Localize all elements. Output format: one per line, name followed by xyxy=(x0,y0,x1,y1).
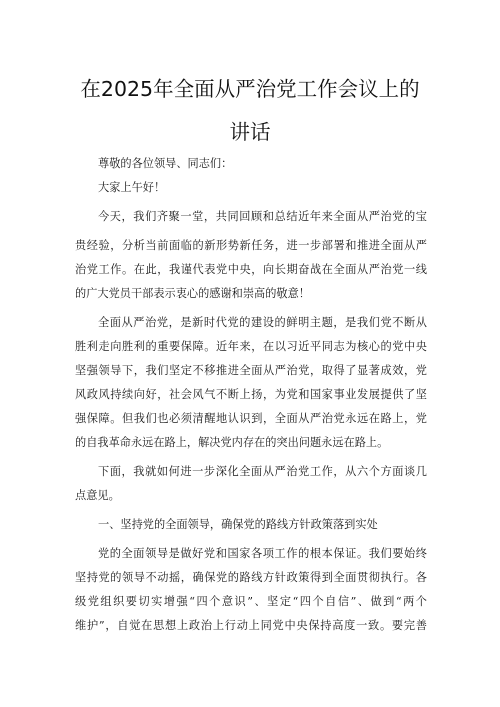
paragraph-line: 风政风持续向好，社会风气不断上扬，为党和国家事业发展提供了坚 xyxy=(75,388,427,401)
salutation-line: 尊敬的各位领导、同志们： xyxy=(98,157,233,170)
greeting-line: 大家上午好！ xyxy=(98,181,166,194)
paragraph-line: 治党工作。在此，我谨代表党中央，向长期奋战在全面从严治党一线 xyxy=(75,263,427,276)
paragraph-line: 胜利走向胜利的重要保障。近年来，在以习近平同志为核心的党中央 xyxy=(75,340,427,353)
paragraph-line: 的自我革命永远在路上，解决党内存在的突出问题永远在路上。 xyxy=(75,436,389,449)
paragraph-line: 全面从严治党，是新时代党的建设的鲜明主题，是我们党不断从 xyxy=(98,316,427,329)
paragraph-line: 坚持党的领导不动摇，确保党的路线方针政策得到全面贯彻执行。各 xyxy=(75,571,427,584)
document-title-line-1: 在2025年全面从严治党工作会议上的 xyxy=(80,77,420,101)
paragraph-line: 坚强领导下，我们坚定不移推进全面从严治党，取得了显著成效，党 xyxy=(75,364,427,377)
paragraph-line: 级党组织要切实增强“四个意识”、坚定“四个自信”、做到“两个 xyxy=(75,595,427,608)
paragraph-line: 的广大党员干部表示衷心的感谢和崇高的敬意！ xyxy=(75,287,310,300)
paragraph-line: 今天，我们齐聚一堂，共同回顾和总结近年来全面从严治党的宝 xyxy=(98,210,427,223)
paragraph-line: 强保障。但我们也必须清醒地认识到，全面从严治党永远在路上，党 xyxy=(75,412,427,425)
paragraph-line: 党的全面领导是做好党和国家各项工作的根本保证。我们要始终 xyxy=(98,547,427,560)
paragraph-line: 维护”，自觉在思想上政治上行动上同党中央保持高度一致。要完善 xyxy=(75,619,427,632)
paragraph-line: 下面，我就如何进一步深化全面从严治党工作，从六个方面谈几 xyxy=(98,465,427,478)
paragraph-line: 贵经验，分析当前面临的新形势新任务，进一步部署和推进全面从严 xyxy=(75,239,427,252)
paragraph-line: 点意见。 xyxy=(75,489,120,502)
document-title-line-2: 讲话 xyxy=(229,120,271,144)
section-heading-1: 一、坚持党的全面领导，确保党的路线方针政策落到实处 xyxy=(98,518,378,531)
